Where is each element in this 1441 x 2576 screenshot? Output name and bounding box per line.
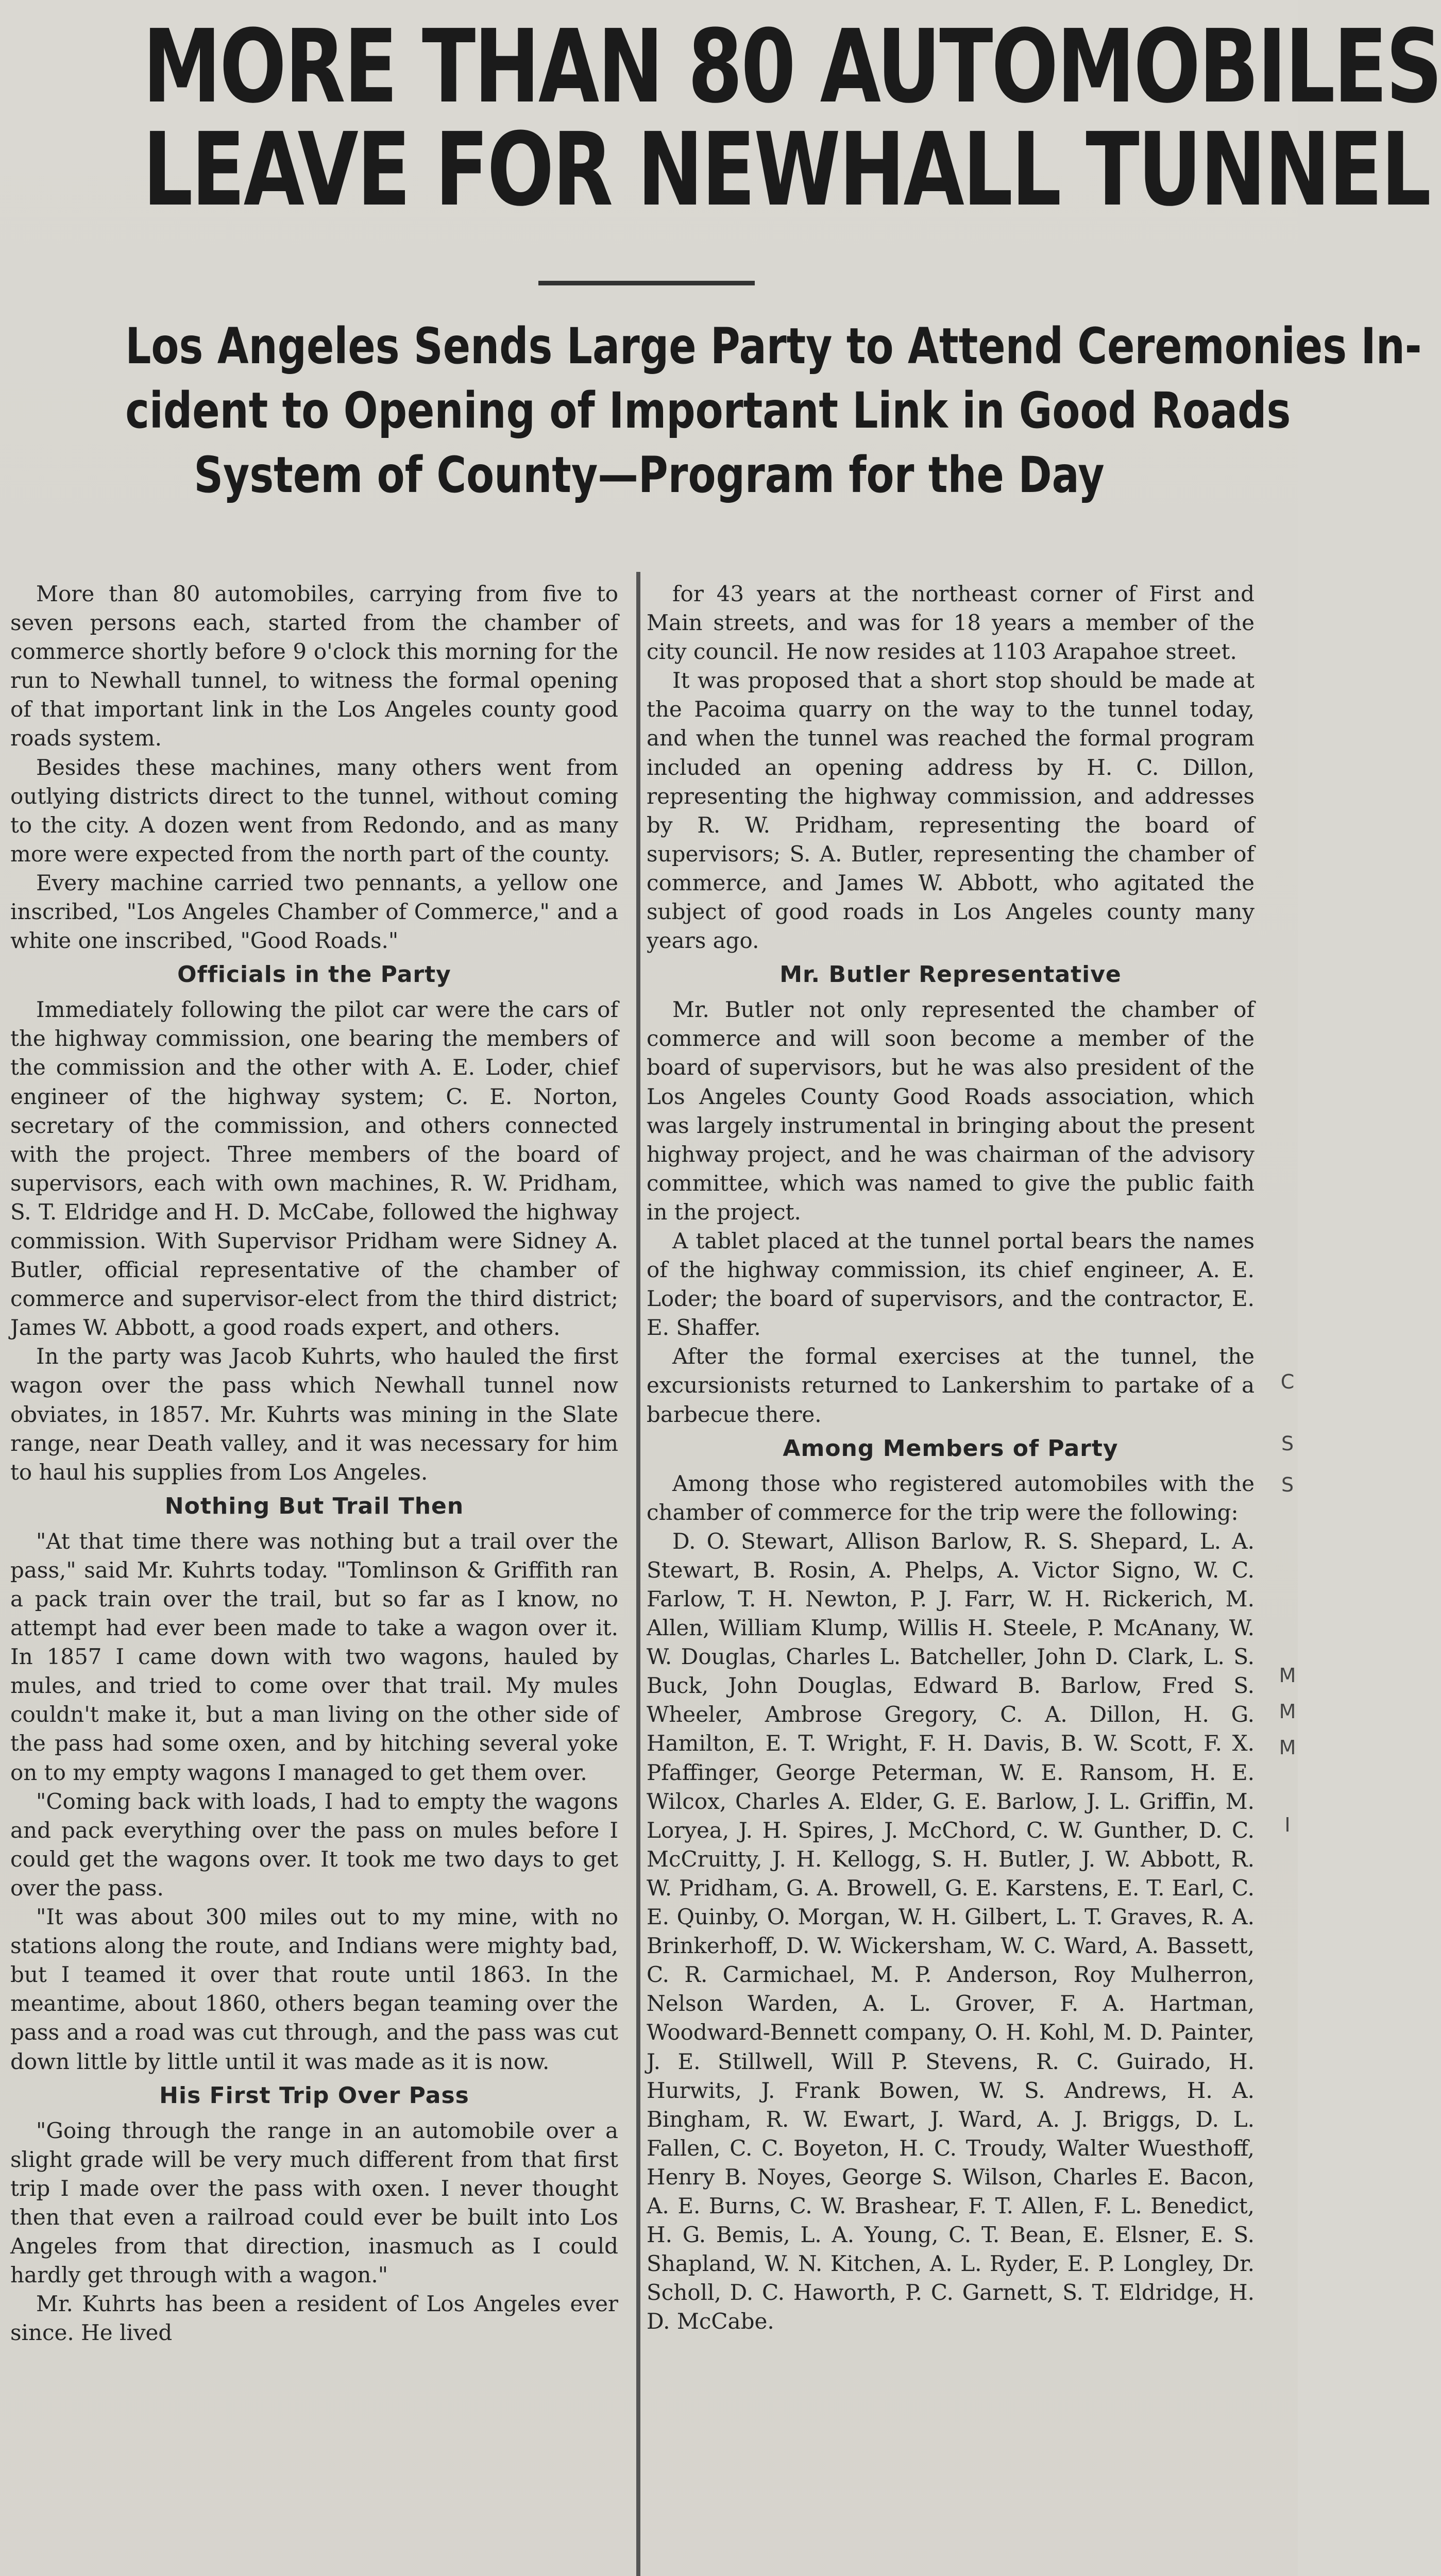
- article-column-right: [647, 580, 1254, 2336]
- paragraph: After the formal exercises at the tunnel, the excursionists returned to Lankershim to partake of a barbecue there.: [647, 1344, 1254, 1427]
- article-column-left: [10, 580, 618, 2347]
- paragraph: "Coming back with loads, I had to empty the wagons and pack everything over the pass on mules before I could get the wagons over. It took me two days to get over the pass.: [10, 1788, 618, 1901]
- paragraph: In the party was Jacob Kuhrts, who hauled the first wagon over the pass which Newhall tunnel now obviates, in 1857. Mr. Kuhrts was mining in the Slate range, near Death valley, and it was necessary for him to haul his supplies from Los Angeles.: [10, 1344, 618, 1485]
- section-heading: Nothing But Trail Then: [164, 1493, 464, 1519]
- edge-glyph: M: [1279, 1736, 1296, 1759]
- paragraph: Among those who registered automobiles with the chamber of commerce for the trip were the following:: [647, 1470, 1254, 1525]
- paragraph: "It was about 300 miles out to my mine, with no stations along the route, and Indians were mighty bad, but I teamed it over that route until 1863. In the meantime, about 1860, others began teaming over the pass and a road was cut through, and the pass was cut down little by little until it was made as it is now.: [10, 1904, 618, 2074]
- edge-glyph: M: [1279, 1664, 1296, 1687]
- paragraph: Immediately following the pilot car were the cars of the highway commission, one bearing the members of the commission and the other with A. E. Loder, chief engineer of the highway system; C. E. Norton, secretary of the commission, and others connected with the project. Three members of the board of supervisors, each with own machines, R. W. Pridham, S. T. Eldridge and H. D. McCabe, followed the highway commission. With Supervisor Pridham were Sidney A. Butler, official representative of the chamber of commerce and supervisor-elect from the third district; James W. Abbott, a good roads expert, and others.: [10, 997, 618, 1341]
- edge-glyph: I: [1284, 1814, 1291, 1836]
- subheadline-line-3: System of County—Program for the Day: [194, 446, 1105, 504]
- paragraph: It was proposed that a short stop should be made at the Pacoima quarry on the way to the tunnel today, and when the tunnel was reached the formal program included an opening address by H. C. Dillon, representing the highway commission, and addresses by R. W. Pridham, representing the board of supervisors; S. A. Butler, representing the chamber of commerce, and James W. Abbott, who agitated the subject of good roads in Los Angeles county many years ago.: [647, 668, 1254, 954]
- paragraph: "At that time there was nothing but a trail over the pass," said Mr. Kuhrts today. "Tomlinson & Griffith ran a pack train over the trail, but so far as I know, no attempt had ever been made to take a wagon over it. In 1857 I came down with two wagons, hauled by mules, and tried to come over that trail. My mules couldn't make it, but a man living on the other side of the pass had some oxen, and by hitching several yoke on to my empty wagons I managed to get them over.: [10, 1528, 618, 1785]
- subheadline: [125, 314, 1422, 507]
- paragraph: for 43 years at the northeast corner of First and Main streets, and was for 18 years a member of the city council. He now resides at 1103 Arapahoe street.: [647, 581, 1254, 665]
- paragraph: Mr. Kuhrts has been a resident of Los Angeles ever since. He lived: [10, 2291, 618, 2346]
- paragraph: A tablet placed at the tunnel portal bears the names of the highway commission, its chief engineer, A. E. Loder; the board of supervisors, and the contractor, E. E. Shaffer.: [647, 1228, 1254, 1341]
- headline-divider: [538, 281, 755, 285]
- subheadline-line-2: cident to Opening of Important Link in Good Roads: [125, 382, 1291, 439]
- edge-glyph: S: [1281, 1432, 1294, 1455]
- section-heading: Mr. Butler Representative: [779, 961, 1122, 988]
- paragraph: Besides these machines, many others went from outlying districts direct to the tunnel, without coming to the city. A dozen went from Redondo, and as many more were expected from the north part of the county.: [10, 754, 618, 867]
- paragraph: Every machine carried two pennants, a yellow one inscribed, "Los Angeles Chamber of Commerce," and a white one inscribed, "Good Roads.": [10, 870, 618, 954]
- section-heading: Among Members of Party: [783, 1435, 1118, 1462]
- paragraph: "Going through the range in an automobile over a slight grade will be very much different from that first trip I made over the pass with oxen. I never thought then that even a railroad could ever be built into Los Angeles from that direction, inasmuch as I could hardly get through with a wagon.": [10, 2117, 618, 2288]
- edge-glyph: S: [1281, 1473, 1294, 1496]
- headline-line-1: MORE THAN 80 AUTOMOBILES: [143, 8, 1441, 126]
- paragraph: More than 80 automobiles, carrying from five to seven persons each, started from the chamber of commerce shortly before 9 o'clock this morning for the run to Newhall tunnel, to witness the formal opening of that important link in the Los Angeles county good roads system.: [10, 581, 618, 751]
- section-heading: Officials in the Party: [177, 961, 451, 988]
- section-heading: His First Trip Over Pass: [159, 2082, 469, 2109]
- headline: [143, 8, 1441, 229]
- column-divider: [636, 572, 640, 2576]
- edge-glyph: M: [1279, 1700, 1296, 1723]
- paragraph: Mr. Butler not only represented the chamber of commerce and will soon become a member of the board of supervisors, but he was also president of the Los Angeles County Good Roads association, which was largely instrumental in bringing about the present highway project, and he was chairman of the advisory committee, which was named to give the public faith in the project.: [647, 997, 1254, 1225]
- headline-line-2: LEAVE FOR NEWHALL TUNNEL: [143, 111, 1430, 229]
- subheadline-line-1: Los Angeles Sends Large Party to Attend Ceremonies In-: [125, 317, 1422, 375]
- paragraph: D. O. Stewart, Allison Barlow, R. S. Shepard, L. A. Stewart, B. Rosin, A. Phelps, A. Victor Signo, W. C. Farlow, T. H. Newton, P. J. Farr, W. H. Rickerich, M. Allen, William Klump, Willis H. Steele, P. McAnany, W. W. Douglas, Charles L. Batcheller, John D. Clark, L. S. Buck, John Douglas, Edward B. Barlow, Fred S. Wheeler, Ambrose Gregory, C. A. Dillon, H. G. Hamilton, E. T. Wright, F. H. Davis, B. W. Scott, F. X. Pfaffinger, George Peterman, W. E. Ransom, H. E. Wilcox, Charles A. Elder, G. E. Barlow, J. L. Griffin, M. Loryea, J. H. Spires, J. McChord, C. W. Gunther, D. C. McCruitty, J. H. Kellogg, S. H. Butler, J. W. Abbott, R. W. Pridham, G. A. Browell, G. E. Karstens, E. T. Earl, C. E. Quinby, O. Morgan, W. H. Gilbert, L. T. Graves, R. A. Brinkerhoff, D. W. Wickersham, W. C. Ward, A. Bassett, C. R. Carmichael, M. P. Anderson, Roy Mulherron, Nelson Warden, A. L. Grover, F. A. Hartman, Woodward-Bennett company, O. H. Kohl, M. D. Painter, J. E. Stillwell, Will P. Stevens, R. C. Guirado, H. Hurwits, J. Frank Bowen, W. S. Andrews, H. A. Bingham, R. W. Ewart, J. Ward, A. J. Briggs, D. L. Fallen, C. C. Boyeton, H. C. Troudy, Walter Wuesthoff, Henry B. Noyes, George S. Wilson, Charles E. Bacon, A. E. Burns, C. W. Brashear, F. T. Allen, F. L. Benedict, H. G. Bemis, L. A. Young, C. T. Bean, E. Elsner, E. S. Shapland, W. N. Kitchen, A. L. Ryder, E. P. Longley, Dr. Scholl, D. C. Haworth, P. C. Garnett, S. T. Eldridge, H. D. McCabe.: [647, 1528, 1254, 2334]
- edge-glyph: C: [1280, 1370, 1295, 1393]
